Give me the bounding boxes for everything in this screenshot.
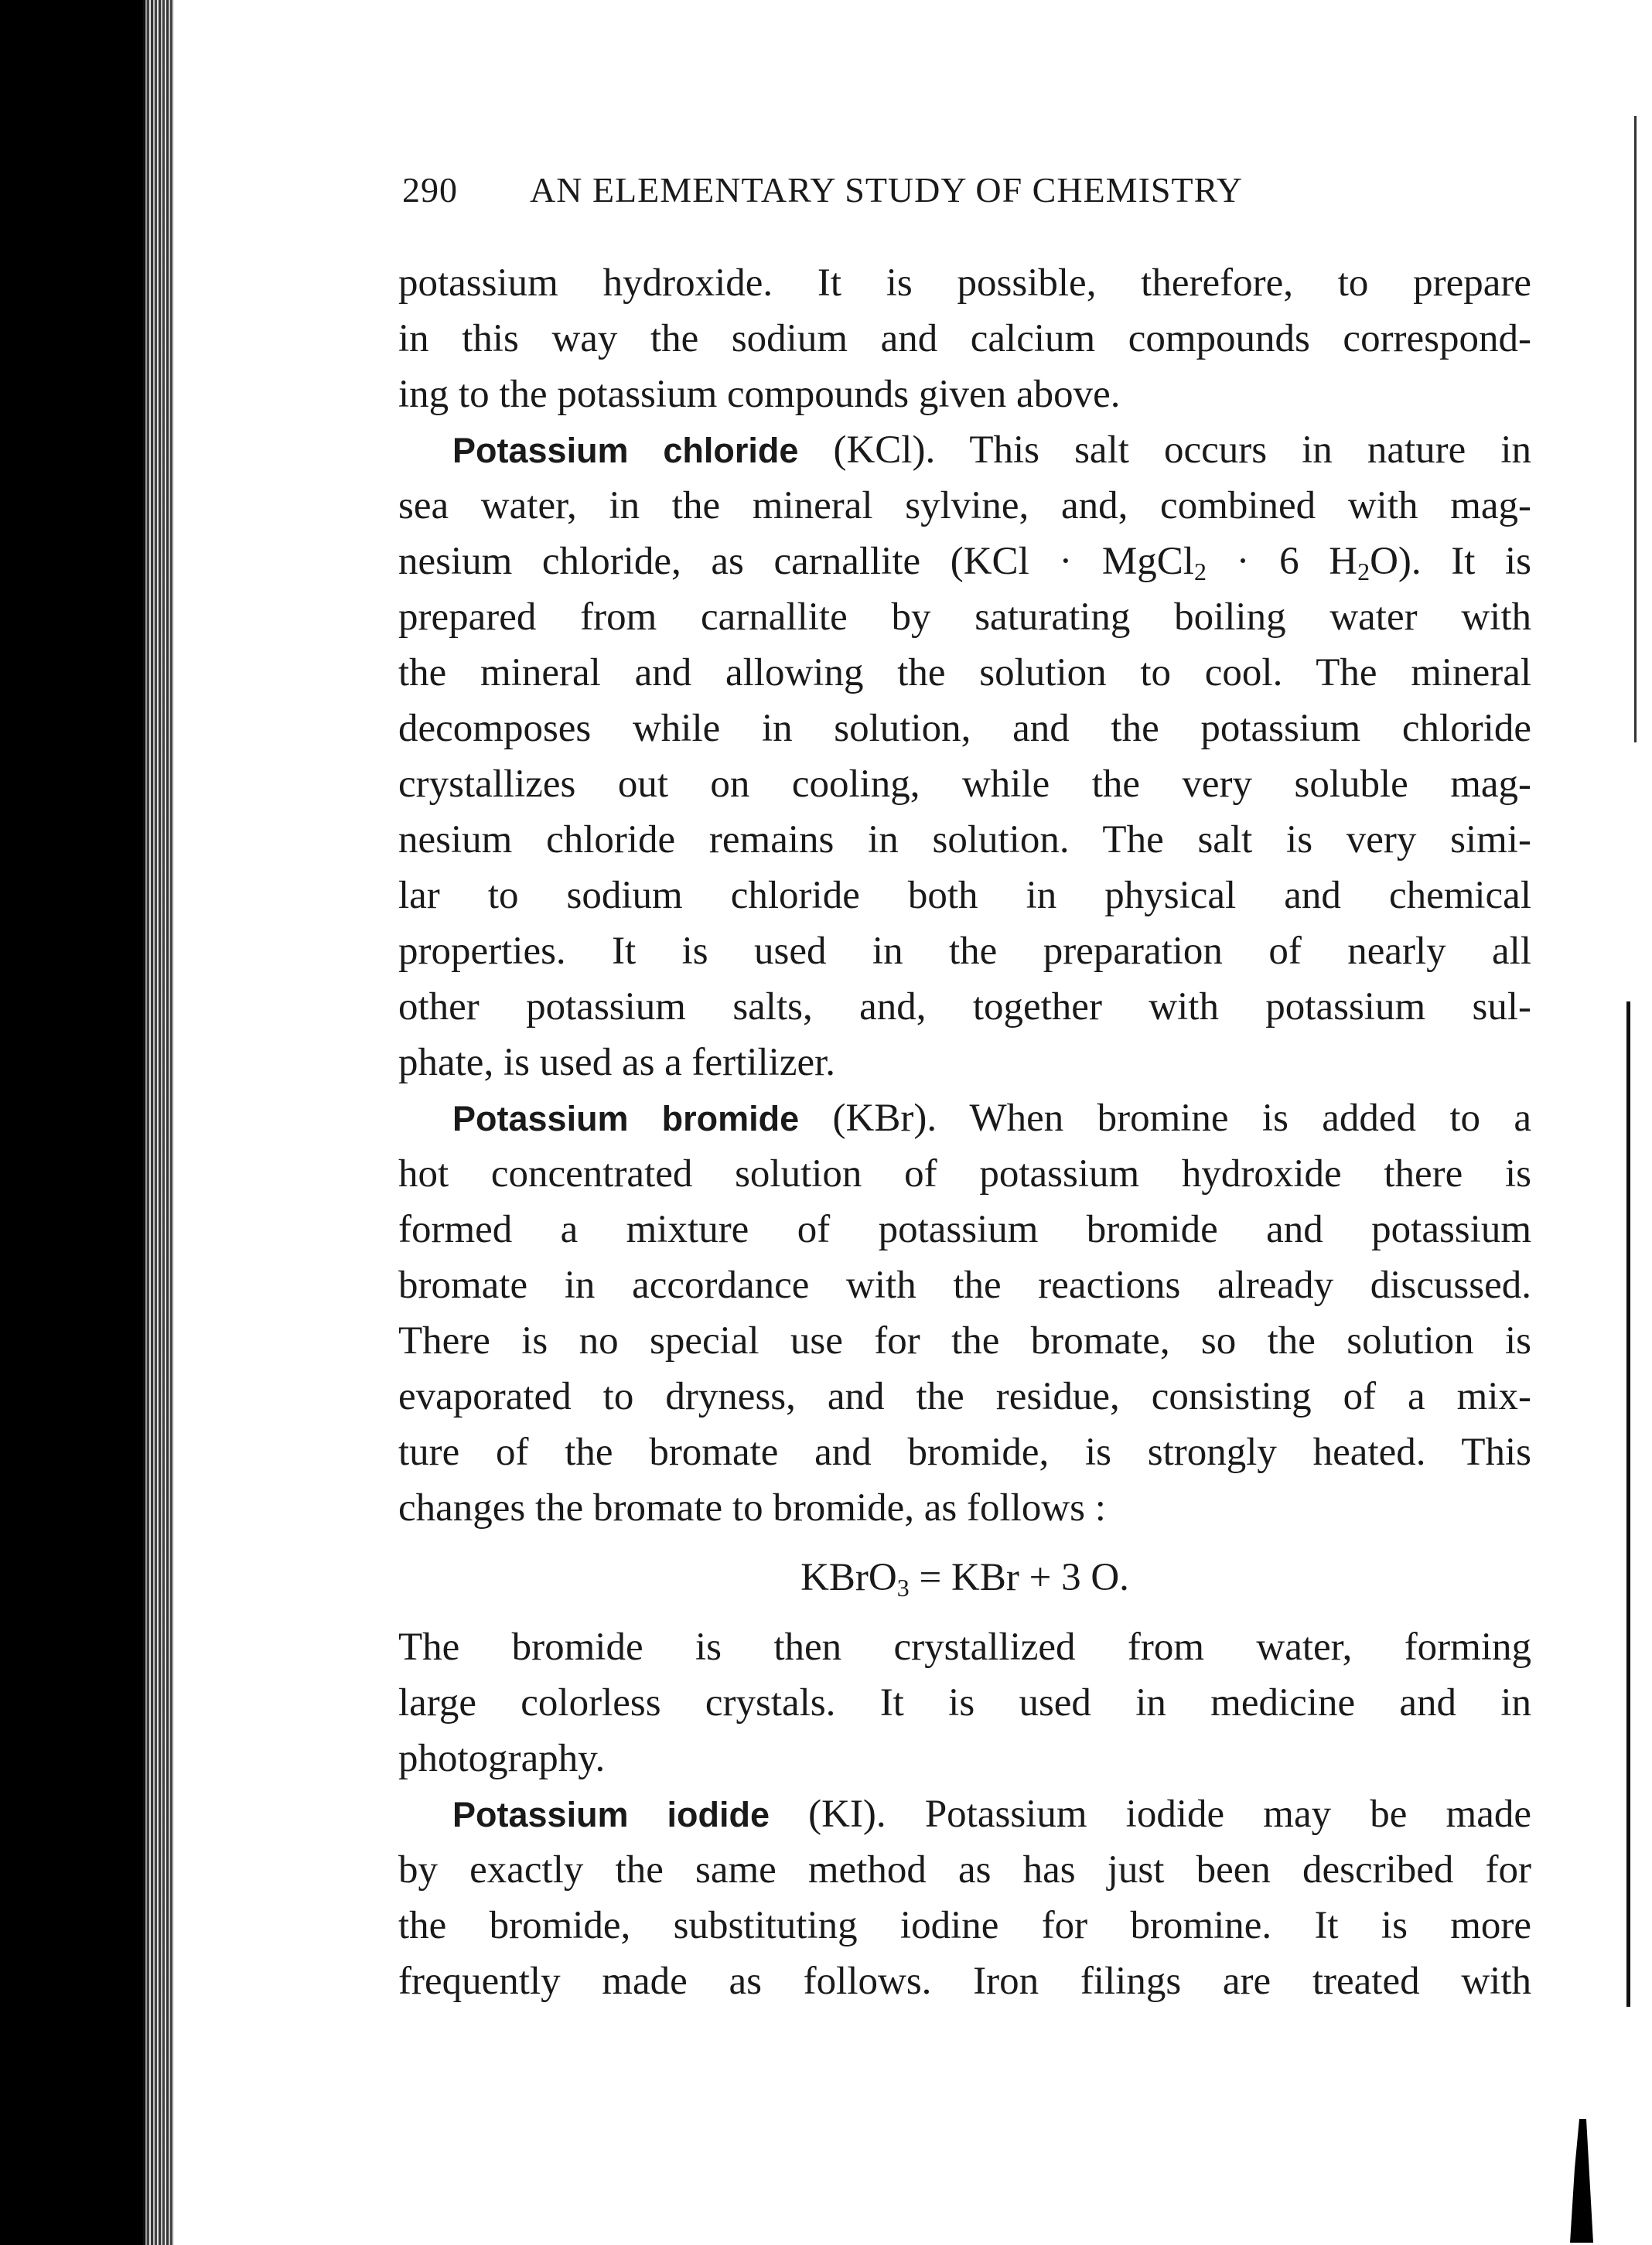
text-line xyxy=(398,1424,1531,1480)
text-run: the mineral and allowing the solution to cool. The mineral xyxy=(398,651,1531,694)
text-run: crystallizes out on cooling, while the very soluble mag- xyxy=(398,763,1531,806)
page-number: 290 xyxy=(402,170,458,210)
text-run: the bromide, substituting iodine for bromine. It is more xyxy=(398,1904,1531,1947)
text-line xyxy=(398,1035,1531,1090)
text-line xyxy=(398,1257,1531,1313)
text-line xyxy=(398,1090,1531,1146)
text-line xyxy=(398,1202,1531,1257)
text-run: hot concentrated solution of potassium hydroxide there is xyxy=(398,1152,1531,1196)
text-run: by exactly the same method as has just been described for xyxy=(398,1848,1531,1892)
text-run: bromate in accordance with the reactions already discussed. xyxy=(398,1264,1531,1307)
text-run: (KI). Potassium iodide may be made xyxy=(769,1793,1532,1836)
text-line xyxy=(398,979,1531,1035)
equation xyxy=(398,1536,1531,1619)
text-run: decomposes while in solution, and the potassium chloride xyxy=(398,707,1531,750)
text-run: evaporated to dryness, and the residue, consisting of a mix- xyxy=(398,1375,1531,1418)
text-line xyxy=(398,701,1531,756)
book-gutter-edge xyxy=(143,0,174,2245)
text-line xyxy=(398,534,1531,589)
subscript: 3 xyxy=(896,1574,910,1602)
text-run: changes the bromate to bromide, as follows : xyxy=(398,1486,1106,1530)
text-line xyxy=(398,868,1531,923)
text-run: (KCl). This salt occurs in nature in xyxy=(798,428,1532,472)
text-run: properties. It is used in the preparation of nearly all xyxy=(398,930,1531,973)
text-run: in this way the sodium and calcium compounds correspond- xyxy=(398,317,1531,360)
text-run: formed a mixture of potassium bromide and potassium xyxy=(398,1208,1531,1251)
running-title: AN ELEMENTARY STUDY OF CHEMISTRY xyxy=(530,170,1243,210)
text-line xyxy=(398,645,1531,701)
text-line xyxy=(398,1731,1531,1786)
text-run: · 6 H xyxy=(1206,540,1358,583)
text-run: sea water, in the mineral sylvine, and, combined with mag- xyxy=(398,484,1531,527)
text-run: KBrO xyxy=(800,1556,897,1599)
text-run: large colorless crystals. It is used in medicine and in xyxy=(398,1681,1531,1725)
text-line xyxy=(398,311,1531,367)
text-run: photography. xyxy=(398,1737,606,1780)
text-line xyxy=(398,1842,1531,1898)
subscript: 2 xyxy=(1357,558,1370,585)
text-run: lar to sodium chloride both in physical and chemical xyxy=(398,874,1531,917)
subscript: 2 xyxy=(1193,558,1207,585)
body-text xyxy=(398,255,1531,2009)
text-run: O). It is xyxy=(1370,540,1531,583)
text-run: There is no special use for the bromate, so the solution is xyxy=(398,1319,1531,1363)
section-heading: Potassium chloride xyxy=(452,431,799,470)
text-line xyxy=(398,1369,1531,1424)
text-line xyxy=(398,1146,1531,1202)
text-line xyxy=(398,1786,1531,1842)
text-run: The bromide is then crystallized from water, forming xyxy=(398,1626,1531,1669)
text-line xyxy=(398,1313,1531,1369)
text-line xyxy=(398,1898,1531,1953)
text-line xyxy=(398,255,1531,311)
section-heading: Potassium bromide xyxy=(452,1099,800,1138)
text-run: other potassium salts, and, together with potassium sul- xyxy=(398,985,1531,1029)
text-run: frequently made as follows. Iron filings are treated with xyxy=(398,1960,1531,2003)
text-run: (KBr). When bromine is added to a xyxy=(799,1097,1532,1140)
text-line xyxy=(398,923,1531,979)
text-line xyxy=(398,1619,1531,1675)
running-header xyxy=(402,162,1531,218)
text-run: potassium hydroxide. It is possible, therefore, to prepare xyxy=(398,261,1531,305)
text-run: prepared from carnallite by saturating boiling water with xyxy=(398,595,1531,639)
text-line xyxy=(398,1953,1531,2009)
text-line xyxy=(398,1480,1531,1536)
text-run: ing to the potassium compounds given above. xyxy=(398,373,1121,416)
text-line xyxy=(398,756,1531,812)
text-line xyxy=(398,478,1531,534)
text-run: nesium chloride, as carnallite (KCl · MgCl xyxy=(398,540,1194,583)
page-edge-line xyxy=(1626,1001,1630,2007)
text-line xyxy=(398,422,1531,478)
text-line xyxy=(398,1675,1531,1731)
section-heading: Potassium iodide xyxy=(452,1795,770,1834)
text-run: nesium chloride remains in solution. The salt is very simi- xyxy=(398,818,1531,861)
scan-artifact xyxy=(1570,2119,1593,2243)
text-line xyxy=(398,812,1531,868)
text-run: = KBr + 3 O. xyxy=(909,1556,1129,1599)
text-run: phate, is used as a fertilizer. xyxy=(398,1041,836,1084)
text-line xyxy=(398,589,1531,645)
text-line xyxy=(398,367,1531,422)
page-edge-line xyxy=(1634,116,1637,742)
book-binding-shadow xyxy=(0,0,147,2245)
text-run: ture of the bromate and bromide, is strongly heated. This xyxy=(398,1431,1531,1474)
